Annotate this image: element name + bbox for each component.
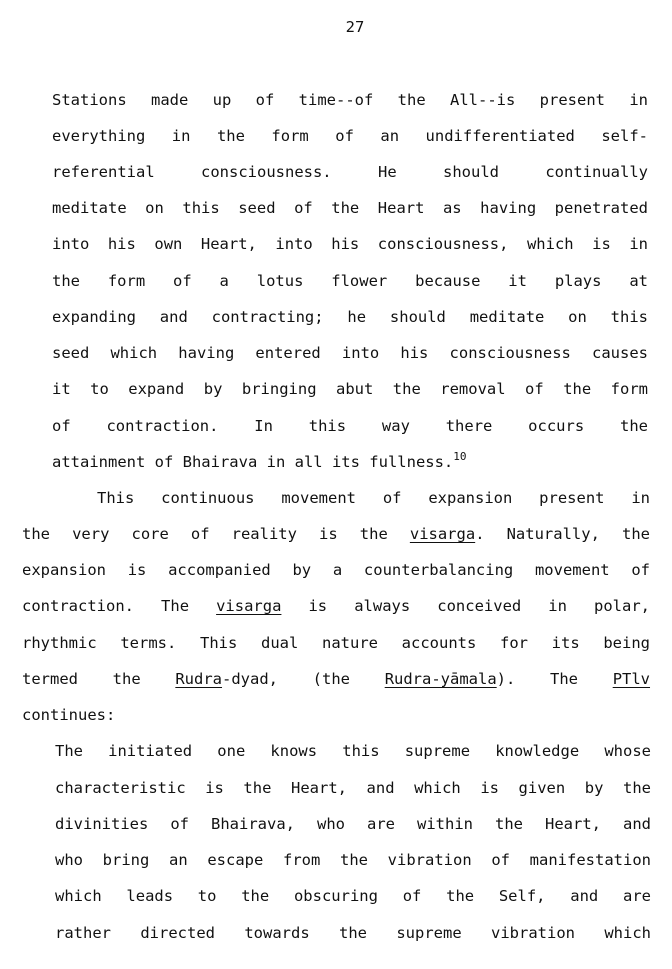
quote-line: the form of a lotus flower because it plays at — [52, 272, 648, 290]
quote-line: of contraction. In this way there occurs the — [52, 417, 648, 435]
quote-line: divinities of Bhairava, who are within the Heart, and — [55, 815, 651, 833]
quote-line: expanding and contracting; he should meditate on this — [52, 308, 648, 326]
text-run: . Naturally, the — [475, 525, 650, 543]
quote-line: who bring an escape from the vibration of manifestation — [55, 851, 651, 869]
text-run: the very core of reality is the — [22, 525, 410, 543]
paragraph-line — [22, 596, 650, 616]
footnote-marker: 10 — [453, 450, 467, 463]
text-run: termed the — [22, 670, 176, 688]
term-visarga: visarga — [409, 525, 476, 543]
term-ptlv: PTlv — [612, 670, 651, 688]
paragraph-line — [22, 524, 650, 544]
text-run: contraction. The — [22, 597, 217, 615]
paragraph-line — [22, 669, 650, 689]
text-run: -dyad, (the — [222, 670, 385, 688]
quote-line: into his own Heart, into his consciousness, which is in — [52, 235, 648, 253]
quote-line: characteristic is the Heart, and which is given by the — [55, 779, 651, 797]
quote-line: meditate on this seed of the Heart as having penetrated — [52, 199, 648, 217]
quote-line: rather directed towards the supreme vibration which — [55, 924, 651, 942]
quote-line: attainment of Bhairava in all its fullness. — [52, 453, 454, 471]
term-visarga: visarga — [216, 597, 282, 615]
quote-line: it to expand by bringing abut the removal of the form — [52, 380, 648, 398]
quote-line: Stations made up of time--of the All--is present in — [52, 91, 648, 109]
quote-line: referential consciousness. He should continually — [52, 163, 648, 181]
quote-last-line — [52, 452, 648, 472]
term-rudra: Rudra — [175, 670, 223, 688]
quote-line: everything in the form of an undifferentiated self- — [52, 127, 648, 145]
quote-line: The initiated one knows this supreme knowledge whose — [55, 742, 651, 760]
term-rudra-yamala: Rudra-yāmala — [384, 670, 497, 688]
text-run: is always conceived in polar, — [281, 597, 650, 615]
page-number: 27 — [345, 18, 365, 36]
quote-line: which leads to the obscuring of the Self, and are — [55, 887, 651, 905]
paragraph-line: continues: — [22, 706, 116, 724]
paragraph-line: rhythmic terms. This dual nature accounts for its being — [22, 634, 650, 652]
paragraph-line: expansion is accompanied by a counterbalancing movement of — [22, 561, 650, 579]
text-run: ). The — [496, 670, 613, 688]
paragraph-line: This continuous movement of expansion present in — [97, 489, 650, 507]
quote-line: seed which having entered into his consciousness causes — [52, 344, 648, 362]
